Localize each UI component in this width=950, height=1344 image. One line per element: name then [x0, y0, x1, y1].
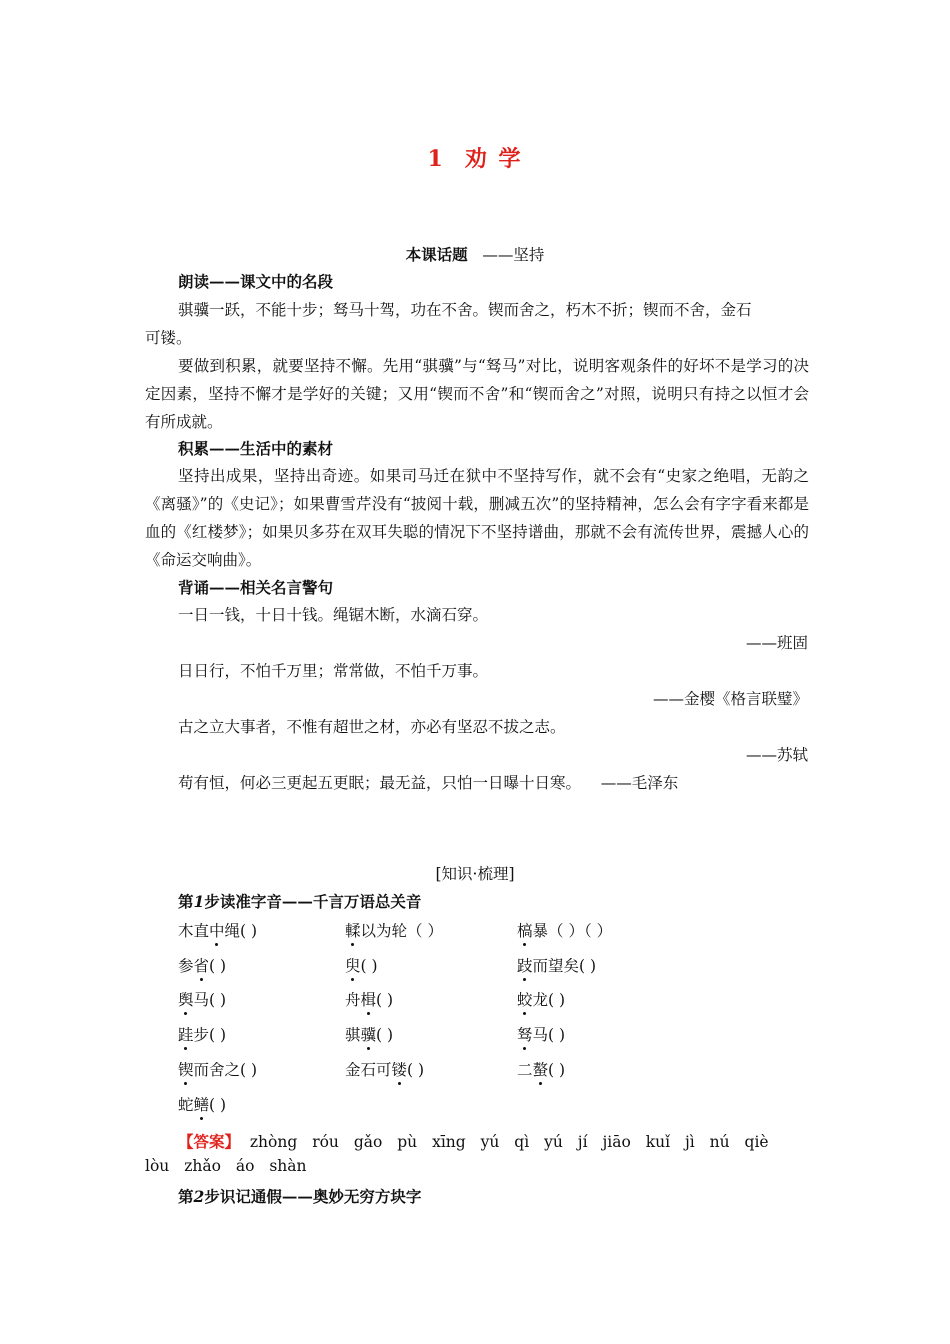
pron-item-1-a: 木直: [178, 922, 210, 940]
pron-item-9-b: 蛟: [517, 991, 533, 1009]
pron-item-5-c: ( ): [360, 957, 378, 975]
pron-item-6-c: 而望矣( ): [532, 957, 597, 975]
recite-heading: 背诵——相关名言警句: [178, 578, 334, 597]
pron-item-9: [517, 988, 565, 1010]
pron-item-12: [517, 1023, 565, 1045]
quote-4: [178, 771, 678, 793]
pron-item-16-a: 蛇: [178, 1096, 194, 1114]
quote-4-author: ——毛泽东: [600, 774, 679, 792]
quote-2: 日日行，不怕千万里；常常做，不怕千万事。: [178, 662, 489, 680]
pron-item-13-b: 锲: [178, 1061, 194, 1079]
pron-item-5-b: 臾: [345, 957, 361, 975]
pron-item-13-c: 而舍之( ): [193, 1061, 258, 1079]
pron-item-2: [345, 919, 443, 941]
pron-item-3-b: 槁: [517, 922, 533, 940]
pron-item-7: [178, 988, 226, 1010]
pron-item-16-c: ( ): [209, 1096, 227, 1114]
lesson-title: [0, 142, 950, 173]
quote-4-text: 苟有恒，何必三更起五更眠；最无益，只怕一日曝十日寒。: [178, 774, 582, 792]
pron-item-10-c: 步( ): [193, 1026, 227, 1044]
pron-item-4: [178, 954, 226, 976]
pron-item-15-c: ( ): [548, 1061, 566, 1079]
pron-item-11-a: 骐: [345, 1026, 361, 1044]
read-paragraph-2: 要做到积累，就要坚持不懈。先用“骐骥”与“驽马”对比，说明客观条件的好坏不是学习的决定因素，坚持不懈才是学好的关键；又用“锲而不舍”和“锲而舍之”对照，说明只有持之以恒才会有所成就。: [145, 357, 809, 431]
pron-item-10: [178, 1023, 226, 1045]
topic-label: 本课话题: [405, 245, 468, 264]
pron-item-15: [517, 1058, 565, 1080]
pron-item-12-b: 驽: [517, 1026, 533, 1044]
pron-item-3: [517, 919, 612, 941]
pron-item-6: [517, 954, 596, 976]
pron-item-14-a: 金石可: [345, 1061, 392, 1079]
pron-item-11: [345, 1023, 393, 1045]
pron-item-3-c: 暴（ ）（ ）: [532, 922, 613, 940]
answer-pinyin-1: zhòng róu gǎo pù xīng yú qì yú jí jiāo kuǐ jì nú qiè: [249, 1133, 769, 1151]
step-1-number: 1: [193, 892, 205, 911]
pron-item-8-a: 舟: [345, 991, 361, 1009]
step-1-text: 步读准字音——千言万语总关音: [204, 892, 422, 911]
pron-item-15-a: 二: [517, 1061, 533, 1079]
quote-2-author: ——金樱《格言联璧》: [652, 690, 808, 708]
step-2-prefix: 第: [178, 1187, 194, 1206]
pron-item-1-b: 中: [209, 922, 225, 940]
pron-item-2-b: 輮: [345, 922, 361, 940]
pron-item-4-a: 参: [178, 957, 194, 975]
accumulate-paragraph: 坚持出成果，坚持出奇迹。如果司马迁在狱中不坚持写作，就不会有“史家之绝唱，无韵之《离骚》”的《史记》；如果曹雪芹没有“披阅十载，删减五次”的坚持精神，怎么会有字字看来都是血的《红楼梦》；如果贝多芬在双耳失聪的情况下不坚持谱曲，那就不会有流传世界，震撼人心的《命运交响曲》。: [145, 467, 809, 569]
pron-item-6-b: 跂: [517, 957, 533, 975]
pron-item-7-c: 马( ): [193, 991, 227, 1009]
read-paragraph-1-line-2: 可镂。: [145, 329, 192, 347]
quote-3-author: ——苏轼: [745, 746, 808, 764]
pron-item-14-c: ( ): [407, 1061, 425, 1079]
pron-item-5: [345, 954, 378, 976]
read-heading: 朗读——课文中的名段: [178, 272, 334, 291]
lesson-number: 1: [427, 146, 445, 172]
pron-item-11-c: ( ): [376, 1026, 394, 1044]
pron-item-15-b: 螯: [532, 1061, 549, 1079]
pron-item-16: [178, 1093, 226, 1115]
quote-1-author: ——班固: [745, 634, 808, 652]
knowledge-label: [知识·梳理]: [435, 865, 515, 883]
read-paragraph-1-line-1: 骐骥一跃，不能十步；驽马十驾，功在不舍。锲而舍之，朽木不折；锲而不舍，金石: [178, 301, 752, 319]
lesson-name: 劝 学: [464, 146, 523, 172]
pron-item-14-b: 镂: [391, 1061, 408, 1079]
pron-item-11-b: 骥: [360, 1026, 377, 1044]
pron-item-13: [178, 1058, 257, 1080]
pron-item-1: [178, 919, 257, 941]
answer-tag: 【答案】: [178, 1132, 241, 1151]
answer-line-1: [178, 1130, 769, 1152]
pron-item-4-c: ( ): [209, 957, 227, 975]
answer-pinyin-2: lòu zhǎo áo shàn: [145, 1157, 307, 1175]
pron-item-8-c: ( ): [376, 991, 394, 1009]
step-2-number: 2: [193, 1187, 205, 1206]
topic-heading: [0, 243, 950, 265]
accumulate-heading: 积累——生活中的素材: [178, 439, 334, 458]
pron-item-8-b: 楫: [360, 991, 377, 1009]
step-1-prefix: 第: [178, 892, 194, 911]
quote-3: 古之立大事者，不惟有超世之材，亦必有坚忍不拔之志。: [178, 718, 566, 736]
step-2-heading: [178, 1185, 421, 1207]
topic-value: ——坚持: [482, 246, 545, 264]
step-2-text: 步识记通假——奥妙无穷方块字: [204, 1187, 422, 1206]
step-1-heading: [178, 890, 421, 912]
pron-item-14: [345, 1058, 424, 1080]
pron-item-4-b: 省: [193, 957, 210, 975]
pron-item-10-b: 跬: [178, 1026, 194, 1044]
pron-item-8: [345, 988, 393, 1010]
pron-item-9-c: 龙( ): [532, 991, 566, 1009]
pron-item-16-b: 鳝: [193, 1096, 210, 1114]
pron-item-7-b: 舆: [178, 991, 194, 1009]
pron-item-12-c: 马( ): [532, 1026, 566, 1044]
quote-1: 一日一钱，十日十钱。绳锯木断，水滴石穿。: [178, 606, 489, 624]
pron-item-1-c: 绳( ): [224, 922, 258, 940]
pron-item-2-c: 以为轮（ ）: [360, 922, 443, 940]
